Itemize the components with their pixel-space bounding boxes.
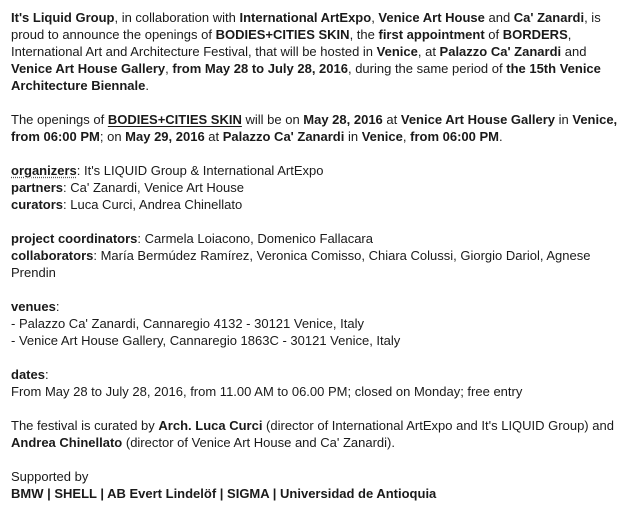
venues-label: venues: [11, 299, 56, 314]
venues-heading: venues:: [11, 299, 60, 314]
venue-gallery: Venice Art House Gallery: [11, 61, 166, 76]
curators-line: curators: Luca Curci, Andrea Chinellato: [11, 197, 243, 212]
partner-2: Venice Art House: [378, 10, 485, 25]
partner-1: International ArtExpo: [239, 10, 372, 25]
biennale: the 15th Venice Architecture Biennale: [11, 61, 601, 93]
sponsor-list: [11, 485, 619, 502]
press-release: [11, 9, 619, 502]
show-title: BODIES+CITIES SKIN: [215, 27, 350, 42]
festival-name: BORDERS: [502, 27, 568, 42]
intro-paragraph: It's Liquid Group, in collaboration with International ArtExpo, Venice Art House and Ca' Zanardi, is proud to announce the openings of BODIES+CITIES SKIN, the first appointment of BORDERS, International Art and Architecture Festival, that will be hosted in Venice, at Palazzo Ca' Zanardi and Venice Art House Gallery, from May 28 to July 28, 2016, during the same period of the 15th Venice Architecture Biennale.: [11, 10, 601, 93]
collaborators-label: collaborators: [11, 248, 94, 263]
partner-3: Ca' Zanardi: [513, 10, 585, 25]
coordinators-label: project coordinators: [11, 231, 138, 246]
opening-time-1: Venice, from 06:00 PM: [11, 112, 618, 144]
opening-date-1: May 28, 2016: [303, 112, 383, 127]
collaborators-line: collaborators: María Bermúdez Ramírez, Veronica Comisso, Chiara Colussi, Giorgio Dariol, Agnese Prendin: [11, 248, 591, 280]
curators-label: curators: [11, 197, 64, 212]
curator-2: Andrea Chinellato: [11, 435, 123, 450]
dates-label: dates: [11, 367, 45, 382]
sponsors: BMW | SHELL | AB Evert Lindelöf | SIGMA | Universidad de Antioquia: [11, 486, 437, 501]
venue-item: - Venice Art House Gallery, Cannaregio 1863C - 30121 Venice, Italy: [11, 333, 401, 348]
coordinators-line: project coordinators: Carmela Loiacono, Domenico Fallacara: [11, 231, 373, 246]
organizers-label: organizers: [11, 163, 77, 178]
first-appointment: first appointment: [378, 27, 485, 42]
festival-dates: from May 28 to July 28, 2016: [172, 61, 348, 76]
opening-venue-1: Venice Art House Gallery: [400, 112, 556, 127]
dates-value: From May 28 to July 28, 2016, from 11.00 AM to 06.00 PM; closed on Monday; free entry: [11, 384, 523, 399]
curator-1: Arch. Luca Curci: [158, 418, 263, 433]
opening-time-2: from 06:00 PM: [410, 129, 499, 144]
partners-line: partners: Ca' Zanardi, Venice Art House: [11, 180, 244, 195]
show-title-link[interactable]: BODIES+CITIES SKIN: [107, 112, 242, 127]
organizers-line: organizers: It's LIQUID Group & International ArtExpo: [11, 163, 324, 178]
dates-heading: dates:: [11, 367, 49, 382]
partners-label: partners: [11, 180, 64, 195]
opening-date-2: May 29, 2016: [125, 129, 205, 144]
opening-city-2: Venice: [361, 129, 403, 144]
opening-venue-2: Palazzo Ca' Zanardi: [222, 129, 345, 144]
city-venice: Venice: [376, 44, 418, 59]
venue-item: - Palazzo Ca' Zanardi, Cannaregio 4132 - 30121 Venice, Italy: [11, 316, 364, 331]
curation-paragraph: The festival is curated by Arch. Luca Curci (director of International ArtExpo and It's LIQUID Group) and Andrea Chinellato (director of Venice Art House and Ca' Zanardi).: [11, 418, 614, 450]
venue-palazzo: Palazzo Ca' Zanardi: [439, 44, 562, 59]
openings-paragraph: The openings of BODIES+CITIES SKIN will be on May 28, 2016 at Venice Art House Gallery in Venice, from 06:00 PM; on May 29, 2016 at Palazzo Ca' Zanardi in Venice, from 06:00 PM.: [11, 112, 618, 144]
org-name: It's Liquid Group: [11, 10, 115, 25]
supported-by-label: Supported by: [11, 469, 89, 484]
